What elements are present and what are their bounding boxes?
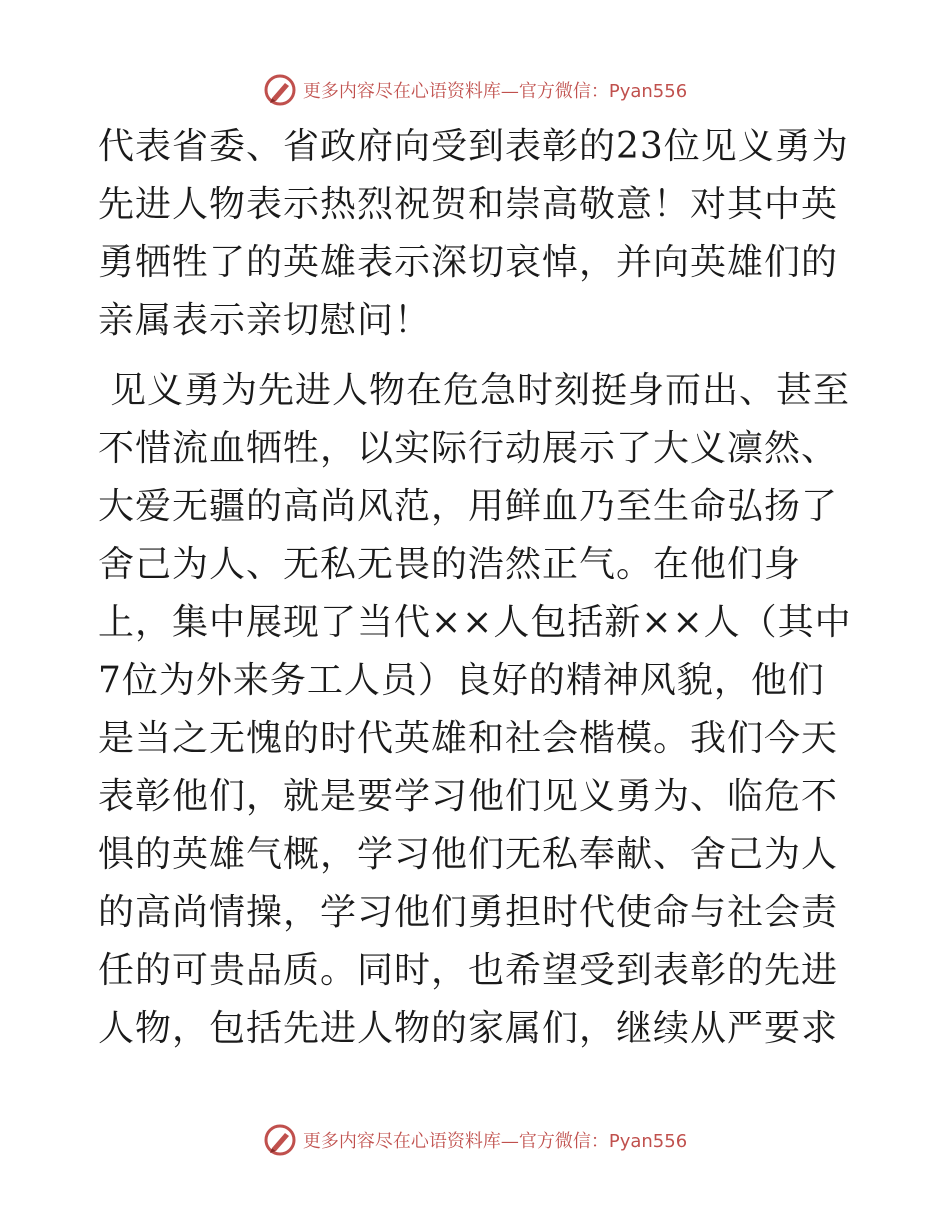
- watermark-text: 更多内容尽在心语资料库—: [302, 1131, 519, 1152]
- paragraph: 见义勇为先进人物在危急时刻挺身而出、甚至不惜流血牺牲，以实际行动展示了大义凛然、大爱无疆的高尚风范，用鲜血乃至生命弘扬了舍己为人、无私无畏的浩然正气。在他们身上，集中展现了当代××人包括新××人（其中7位为外来务工人员）良好的精神风貌，他们是当之无愧的时代英雄和社会楷模。我们今天表彰他们，就是要学习他们见义勇为、临危不惧的英雄气概，学习他们无私奉献、舍己为人的高尚情操，学习他们勇担时代使命与社会责任的可贵品质。同时，也希望受到表彰的先进人物，包括先进人物的家属们，继续从严要求: [98, 370, 852, 1049]
- watermark-wechat: 官方微信：Pyan556: [518, 1131, 688, 1152]
- pen-circle-icon: [263, 1123, 297, 1157]
- footer-watermark: [0, 1120, 950, 1160]
- paragraph: 代表省委、省政府向受到表彰的23位见义勇为先进人物表示热烈祝贺和崇高敬意！对其中英勇牺牲了的英雄表示深切哀悼，并向英雄们的亲属表示亲切慰问！: [98, 126, 849, 341]
- document-body: [98, 118, 858, 1058]
- pen-circle-icon: [263, 73, 297, 107]
- watermark-wechat: 官方微信：Pyan556: [518, 81, 688, 102]
- header-watermark: [0, 70, 950, 110]
- watermark-text: 更多内容尽在心语资料库—: [302, 81, 519, 102]
